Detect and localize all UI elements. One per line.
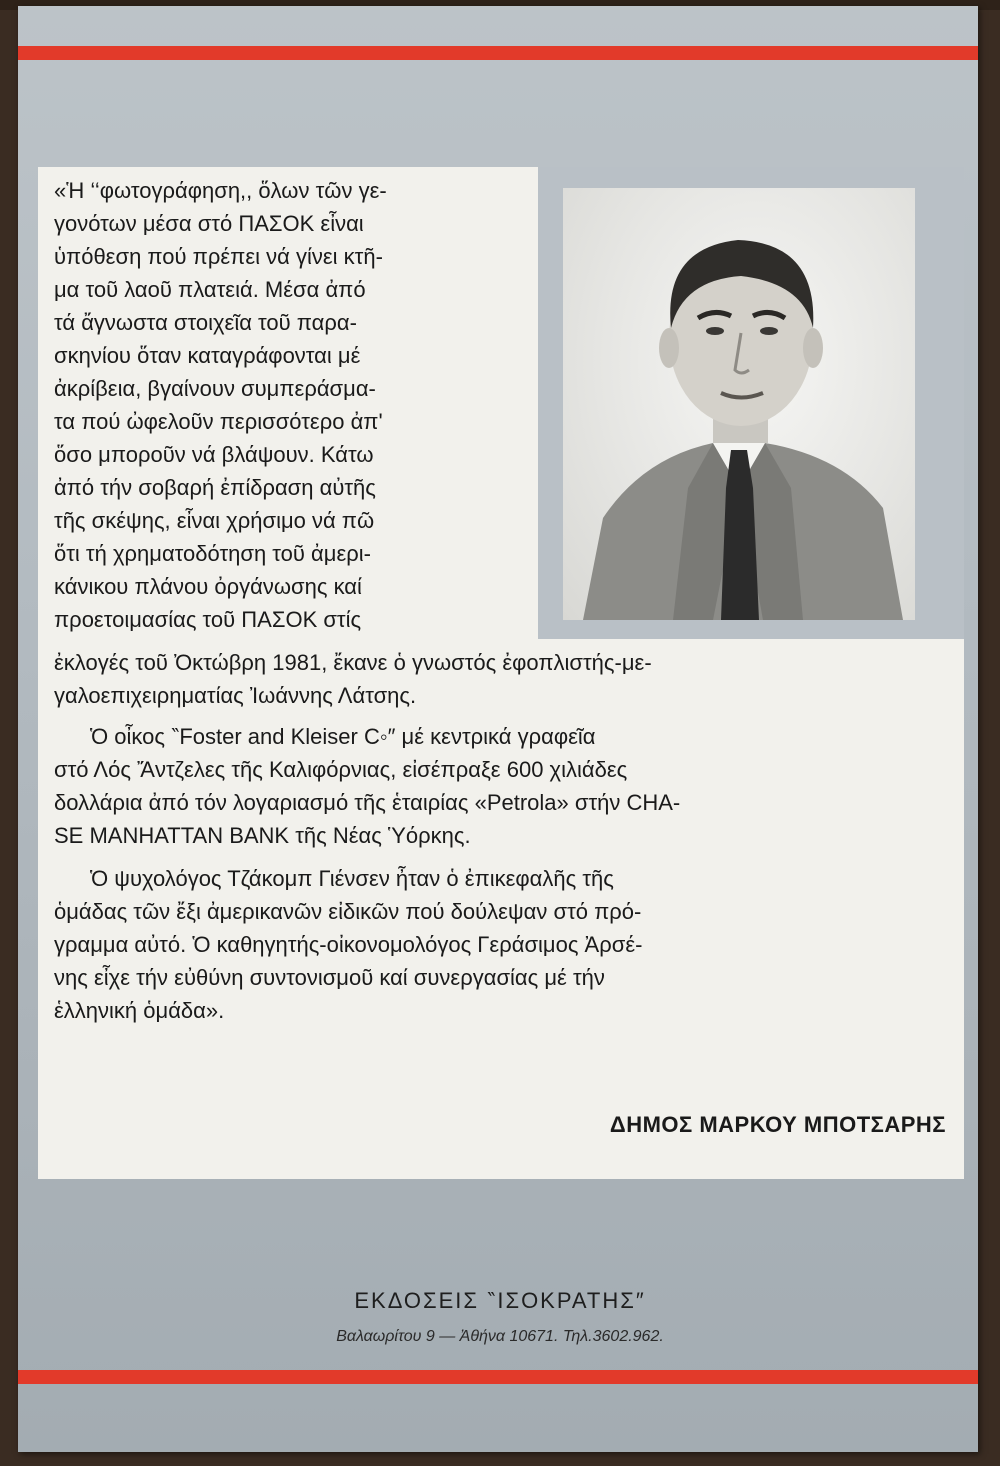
text-line: ὅτι τή χρηματοδότηση τοῦ ἀμερι-	[54, 541, 371, 566]
author-portrait-photo	[563, 188, 915, 620]
text-line: ἀπό τήν σοβαρή ἐπίδραση αὐτῆς	[54, 475, 376, 500]
text-line: τῆς σκέψης, εἶναι χρήσιμο νά πῶ	[54, 508, 375, 533]
paragraph-2	[54, 720, 914, 852]
author-name: ΔΗΜΟΣ ΜΑΡΚΟΥ ΜΠΟΤΣΑΡΗΣ	[609, 1112, 946, 1137]
text-line: ἐκλογές τοῦ Ὀκτώβρη 1981, ἔκανε ὁ γνωστός ἐφοπλιστής-με-	[54, 650, 652, 675]
text-line: μα τοῦ λαοῦ πλατειά. Μέσα ἀπό	[54, 277, 366, 302]
text-line: νης εἶχε τήν εὐθύνη συντονισμοῦ καί συνεργασίας μέ τήν	[54, 965, 605, 990]
paragraph-3	[54, 862, 914, 1027]
text-line: SE MANHATTAN BANK τῆς Νέας Ὑόρκης.	[54, 823, 471, 848]
text-line: δολλάρια ἀπό τόν λογαριασμό τῆς ἑταιρίας «Petrola» στήν CHA-	[54, 790, 681, 815]
text-line: ὅσο μποροῦν νά βλάψουν. Κάτω	[54, 442, 374, 467]
text-line: ὑπόθεση πού πρέπει νά γίνει κτῆ-	[54, 244, 383, 269]
text-line: ἑλληνική ὁμάδα».	[54, 998, 225, 1023]
text-line: Ὁ οἶκος ‶Foster and Kleiser C◦″ μέ κεντρικά γραφεῖα	[90, 724, 596, 749]
text-line: στό Λός Ἄντζελες τῆς Καλιφόρνιας, εἰσέπραξε 600 χιλιάδες	[54, 757, 628, 782]
text-line: γονότων μέσα στό ΠΑΣΟΚ εἶναι	[54, 211, 364, 236]
text-line: κάνικου πλάνου ὀργάνωσης καί	[54, 574, 362, 599]
portrait-illustration	[563, 188, 915, 620]
text-line: προετοιμασίας τοῦ ΠΑΣΟΚ στίς	[54, 607, 362, 632]
text-line: ὁμάδας τῶν ἔξι ἀμερικανῶν εἰδικῶν πού δούλεψαν στό πρό-	[54, 899, 642, 924]
text-line: γαλοεπιχειρηματίας Ἰωάννης Λάτσης.	[54, 683, 417, 708]
text-line: Ὁ ψυχολόγος Τζάκομπ Γιένσεν ἦταν ὁ ἐπικεφαλῆς τῆς	[90, 866, 614, 891]
text-line: ἀκρίβεια, βγαίνουν συμπεράσμα-	[54, 376, 376, 401]
text-line: τα πού ὠφελοῦν περισσότερο ἀπ'	[54, 409, 383, 434]
publisher-address: Βαλαωρίτου 9 — Ἀθήνα 10671. Τηλ.3602.962.	[336, 1328, 664, 1345]
text-line: τά ἄγνωστα στοιχεῖα τοῦ παρα-	[54, 310, 357, 335]
top-red-stripe	[18, 46, 978, 60]
text-line: «Ἡ ‘‘φωτογράφηση,, ὅλων τῶν γε-	[54, 178, 387, 203]
text-line: σκηνίου ὅταν καταγράφονται μέ	[54, 343, 361, 368]
publisher-name: ΕΚΔΟΣΕΙΣ ‶ΙΣΟΚΡΑΤΗΣ″	[354, 1288, 646, 1313]
bottom-red-stripe	[18, 1370, 978, 1384]
quote-paragraph-full	[54, 646, 914, 712]
quote-paragraph-column	[54, 174, 524, 636]
text-line: γραμμα αὐτό. Ὁ καθηγητής-οἰκονομολόγος Γεράσιμος Ἀρσέ-	[54, 932, 643, 957]
